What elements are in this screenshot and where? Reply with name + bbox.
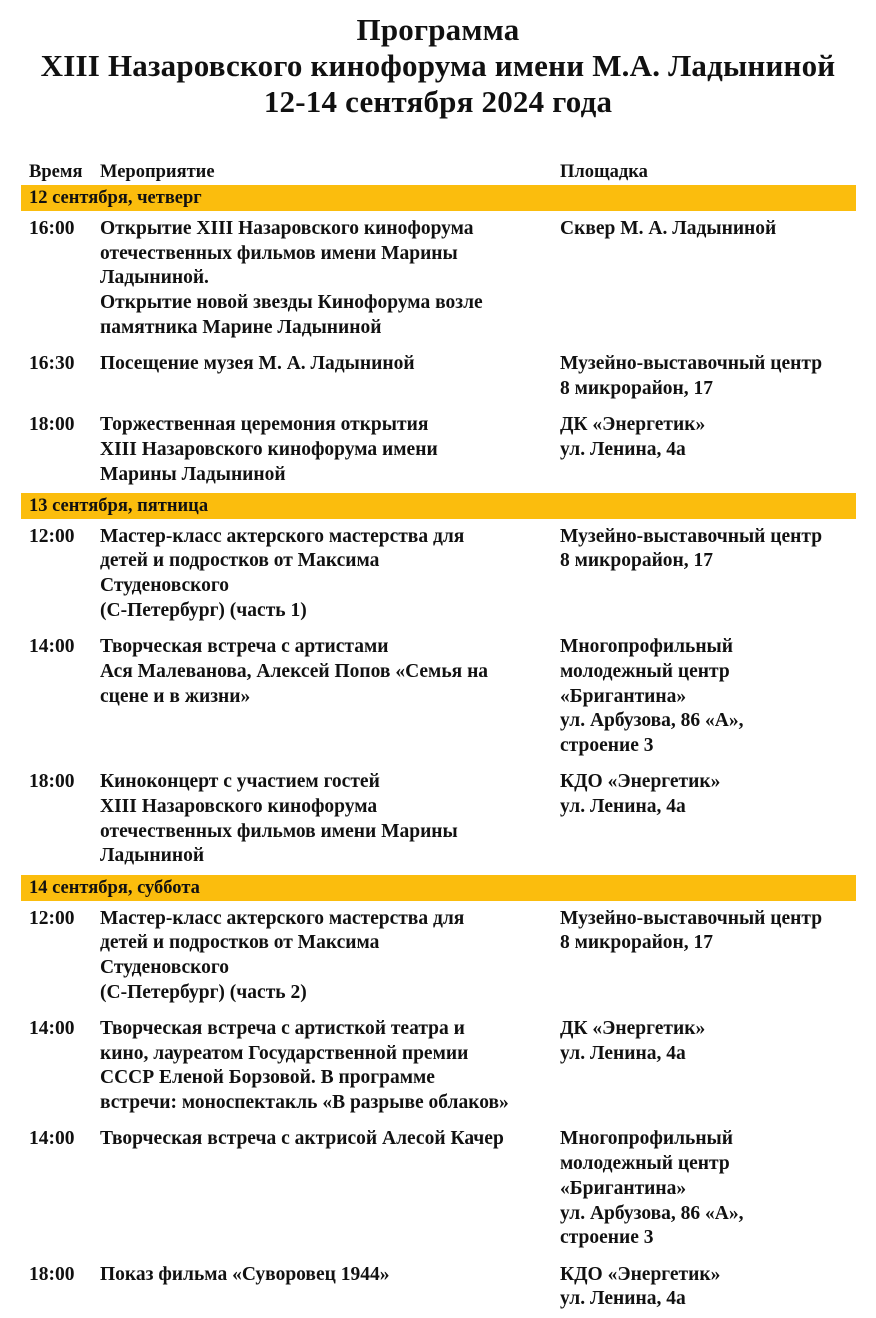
event-venue-line: Многопрофильный [560,636,734,658]
event-time: 18:00 [29,414,75,436]
event-time: 14:00 [29,636,75,658]
schedule-row [21,1121,856,1256]
event-title-line: Киноконцерт с участием гостей [100,771,380,793]
event-title [100,217,560,341]
event-venue-line: 8 микрорайон, 17 [560,932,714,954]
schedule-row [21,764,856,874]
event-venue-line: «Бригантина» [560,1177,687,1199]
event-title-line: (С-Петербург) (часть 2) [100,981,307,1003]
event-title-line: XIII Назаровского кинофорума имени [100,438,438,460]
schedule-row [21,407,856,493]
event-title-line: Ладыниной [100,845,205,867]
event-venue [560,1017,860,1066]
column-header-time: Время [29,162,83,182]
event-venue [560,217,860,242]
event-time: 14:00 [29,1018,75,1040]
schedule-row [21,519,856,629]
event-venue-line: ул. Ленина, 4а [560,438,686,460]
event-venue-line: ул. Арбузова, 86 «А», [560,710,744,732]
event-title-line: Творческая встреча с артисткой театра и [100,1018,465,1040]
event-venue-line: Музейно-выставочный центр [560,353,823,375]
event-venue-line: молодежный центр [560,1153,730,1175]
event-title-line: (С-Петербург) (часть 1) [100,599,307,621]
event-title-line: СССР Еленой Борзовой. В программе [100,1067,435,1089]
event-title [100,413,560,487]
event-venue-line: ул. Арбузова, 86 «А», [560,1202,744,1224]
event-title-line: Мастер-класс актерского мастерства для [100,907,465,929]
event-venue-line: Многопрофильный [560,1128,734,1150]
day-header: 14 сентября, суббота [21,875,856,901]
event-title-line: Торжественная церемония открытия [100,414,429,436]
event-venue-line: Музейно-выставочный центр [560,907,823,929]
event-venue-line: Музейно-выставочный центр [560,525,823,547]
page-title [0,12,876,120]
schedule-table [21,160,856,1318]
schedule-row [21,901,856,1011]
event-venue-line: КДО «Энергетик» [560,1263,721,1285]
event-title-line: отечественных фильмов имени Марины [100,242,458,264]
event-time: 16:30 [29,353,75,375]
event-time: 12:00 [29,525,75,547]
event-title-line: XIII Назаровского кинофорума [100,795,378,817]
event-title-line: Мастер-класс актерского мастерства для [100,525,465,547]
event-title [100,635,560,709]
event-venue-line: молодежный центр [560,660,730,682]
event-venue-line: ДК «Энергетик» [560,1018,706,1040]
event-title-line: встречи: моноспектакль «В разрыве облаков» [100,1092,509,1114]
event-title [100,907,560,1006]
table-header [21,160,856,185]
event-title-line: детей и подростков от Максима [100,932,380,954]
schedule-row [21,1257,856,1318]
event-venue-line: ул. Ленина, 4а [560,795,686,817]
event-time: 16:00 [29,218,75,239]
column-header-event: Мероприятие [100,162,215,182]
event-title-line: Творческая встреча с актрисой Алесой Качер [100,1128,504,1150]
event-title-line: Творческая встреча с артистами [100,636,389,658]
title-line-1: Программа [356,12,520,47]
event-title-line: Студеновского [100,957,229,979]
event-time: 12:00 [29,907,75,929]
event-title-line: отечественных фильмов имени Марины [100,820,458,842]
column-header-venue: Площадка [560,162,648,182]
event-title-line: Открытие XIII Назаровского кинофорума [100,218,474,239]
schedule-row [21,1011,856,1121]
event-venue-line: ул. Ленина, 4а [560,1042,686,1064]
event-title-line: Ладыниной. [100,267,209,289]
day-header: 13 сентября, пятница [21,493,856,519]
event-title-line: Открытие новой звезды Кинофорума возле [100,292,483,314]
event-title-line: Ася Малеванова, Алексей Попов «Семья на [100,660,489,682]
event-time: 14:00 [29,1128,75,1150]
event-venue-line: строение 3 [560,1227,654,1249]
event-venue [560,413,860,462]
title-line-2: XIII Назаровского кинофорума имени М.А. Ладыниной [40,48,836,83]
event-title-line: Студеновского [100,575,229,597]
day-header: 12 сентября, четверг [21,185,856,211]
event-venue-line: 8 микрорайон, 17 [560,377,714,399]
event-venue-line: КДО «Энергетик» [560,771,721,793]
event-title [100,1017,560,1116]
event-title [100,525,560,624]
event-venue-line: ул. Ленина, 4а [560,1288,686,1310]
schedule-row [21,346,856,407]
event-venue [560,1263,860,1312]
event-venue-line: 8 микрорайон, 17 [560,550,714,572]
event-venue [560,1127,860,1251]
event-venue [560,635,860,759]
event-time: 18:00 [29,771,75,793]
event-venue-line: строение 3 [560,734,654,756]
event-title [100,352,560,377]
event-venue [560,352,860,401]
event-title [100,770,560,869]
event-title-line: Посещение музея М. А. Ладыниной [100,353,415,375]
event-title-line: кино, лауреатом Государственной премии [100,1042,469,1064]
title-line-3: 12-14 сентября 2024 года [263,84,613,119]
schedule-row [21,629,856,764]
event-title [100,1263,560,1288]
event-venue-line: «Бригантина» [560,685,687,707]
event-venue-line: Сквер М. А. Ладыниной [560,218,777,239]
event-time: 18:00 [29,1263,75,1285]
event-title-line: Марины Ладыниной [100,463,286,485]
event-title-line: Показ фильма «Суворовец 1944» [100,1263,390,1285]
event-venue [560,907,860,956]
schedule-row [21,211,856,346]
event-venue-line: ДК «Энергетик» [560,414,706,436]
event-title-line: сцене и в жизни» [100,685,251,707]
event-title [100,1127,560,1152]
event-venue [560,525,860,574]
event-title-line: памятника Марине Ладыниной [100,316,382,338]
event-title-line: детей и подростков от Максима [100,550,380,572]
event-venue [560,770,860,819]
